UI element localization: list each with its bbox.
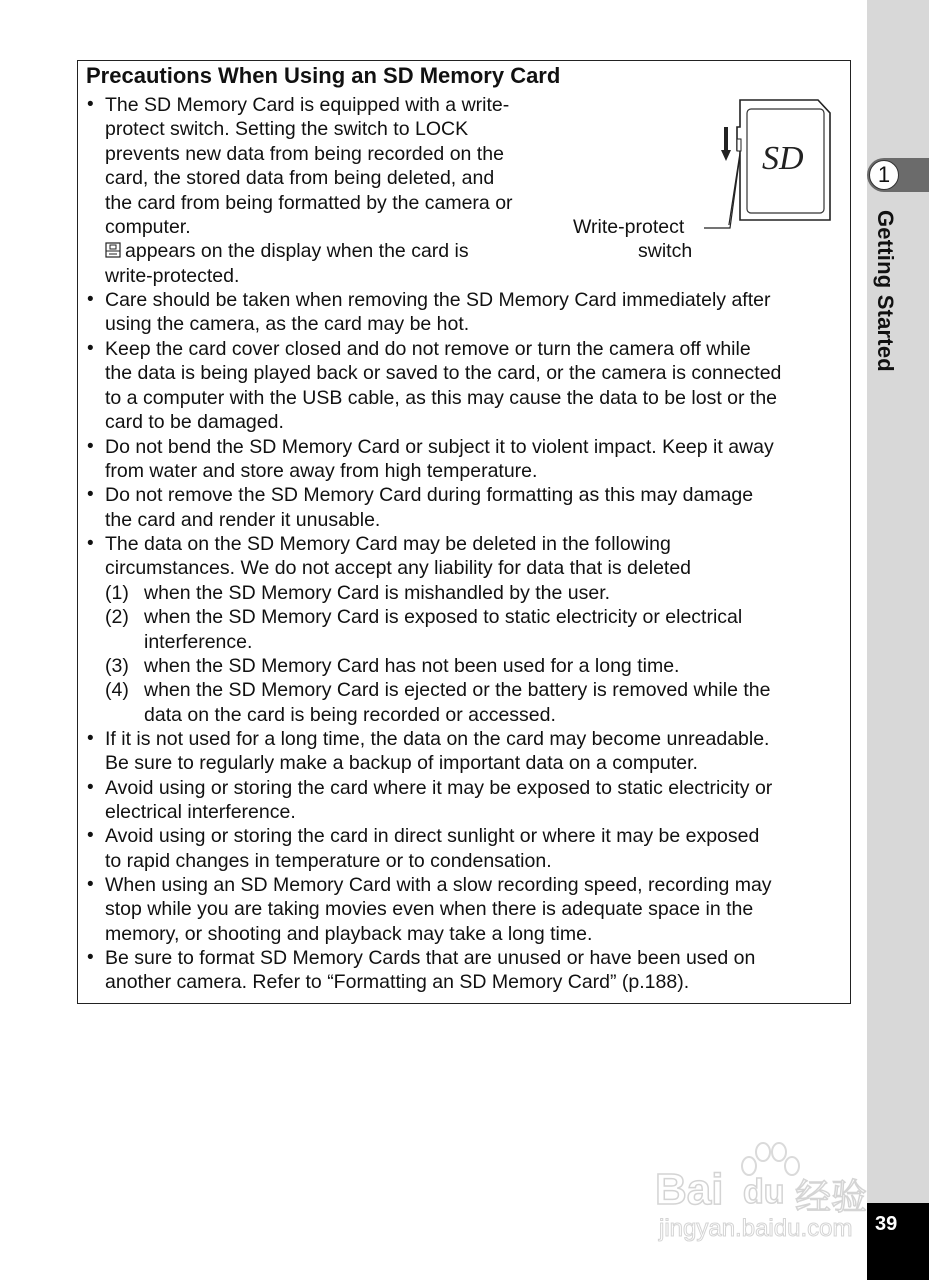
page-number: 39 <box>875 1213 898 1235</box>
bullet-marker: • <box>87 436 94 457</box>
text-line: The SD Memory Card is equipped with a write- <box>105 94 510 116</box>
text-line: Do not bend the SD Memory Card or subject it to violent impact. Keep it away <box>105 436 774 458</box>
bullet-marker: • <box>87 947 94 968</box>
text-line: circumstances. We do not accept any liability for data that is deleted <box>105 557 692 579</box>
text-line: electrical interference. <box>105 801 296 823</box>
callout-label-line1: Write-protect <box>573 216 685 238</box>
text-line: Be sure to format SD Memory Cards that are unused or have been used on <box>105 947 756 969</box>
subitem-number: (2) <box>105 606 129 628</box>
bullet-marker: • <box>87 94 94 115</box>
callout-label-line2: switch <box>638 240 693 262</box>
text-line: stop while you are taking movies even when there is adequate space in the <box>105 898 754 920</box>
text-line: Keep the card cover closed and do not remove or turn the camera off while <box>105 338 751 360</box>
bullet-marker: • <box>87 484 94 505</box>
text-line: protect switch. Setting the switch to LOCK <box>105 118 469 140</box>
text-line: computer. <box>105 216 191 238</box>
bullet-marker: • <box>87 777 94 798</box>
text-line: the data is being played back or saved to the card, or the camera is connected <box>105 362 782 384</box>
text-line-with-icon <box>105 240 469 263</box>
text-line: another camera. Refer to “Formatting an SD Memory Card” (p.188). <box>105 971 690 993</box>
subitem-number: (3) <box>105 655 129 677</box>
text-line: write-protected. <box>105 265 240 287</box>
chapter-number: 1 <box>869 160 899 190</box>
text-line: Care should be taken when removing the SD Memory Card immediately after <box>105 289 771 311</box>
text-line: using the camera, as the card may be hot. <box>105 313 470 335</box>
text-line: the card and render it unusable. <box>105 509 381 531</box>
watermark-url: jingyan.baidu.com <box>659 1215 853 1242</box>
bullet-marker: • <box>87 338 94 359</box>
watermark-brand-du: du <box>743 1173 785 1211</box>
text-line: card to be damaged. <box>105 411 284 433</box>
sd-card-logo: SD <box>762 140 804 177</box>
subitem-text: data on the card is being recorded or accessed. <box>144 704 556 726</box>
text-line: appears on the display when the card is <box>125 240 469 262</box>
text-line: The data on the SD Memory Card may be deleted in the following <box>105 533 671 555</box>
bullet-marker: • <box>87 728 94 749</box>
text-line: memory, or shooting and playback may take a long time. <box>105 923 593 945</box>
subitem-text: when the SD Memory Card is mishandled by the user. <box>144 582 611 604</box>
bullet-marker: • <box>87 533 94 554</box>
text-line: Avoid using or storing the card in direct sunlight or where it may be exposed <box>105 825 760 847</box>
text-line: from water and store away from high temperature. <box>105 460 538 482</box>
text-line: Be sure to regularly make a backup of important data on a computer. <box>105 752 698 774</box>
text-line: the card from being formatted by the camera or <box>105 192 513 214</box>
subitem-number: (1) <box>105 582 129 604</box>
bullet-marker: • <box>87 289 94 310</box>
section-title: Precautions When Using an SD Memory Card <box>86 63 561 88</box>
text-line: If it is not used for a long time, the data on the card may become unreadable. <box>105 728 770 750</box>
text-line: card, the stored data from being deleted, and <box>105 167 495 189</box>
subitem-number: (4) <box>105 679 129 701</box>
text-line: Avoid using or storing the card where it may be exposed to static electricity or <box>105 777 773 799</box>
watermark-brand-cn: 经验 <box>795 1176 868 1217</box>
subitem-text: when the SD Memory Card is exposed to static electricity or electrical <box>144 606 743 628</box>
subitem-text: when the SD Memory Card has not been used for a long time. <box>144 655 680 677</box>
chapter-title: Getting Started <box>873 210 898 372</box>
text-line: to rapid changes in temperature or to condensation. <box>105 850 552 872</box>
subitem-text: interference. <box>144 631 253 653</box>
text-line: to a computer with the USB cable, as this may cause the data to be lost or the <box>105 387 778 409</box>
subitem-text: when the SD Memory Card is ejected or the battery is removed while the <box>144 679 771 701</box>
watermark-brand: Bai <box>655 1165 724 1214</box>
text-line: prevents new data from being recorded on the <box>105 143 504 165</box>
bullet-marker: • <box>87 825 94 846</box>
text-line: Do not remove the SD Memory Card during formatting as this may damage <box>105 484 754 506</box>
text-line: When using an SD Memory Card with a slow recording speed, recording may <box>105 874 772 896</box>
chapter-sidebar <box>867 0 929 1280</box>
bullet-marker: • <box>87 874 94 895</box>
card-write-protect-icon <box>105 241 121 259</box>
